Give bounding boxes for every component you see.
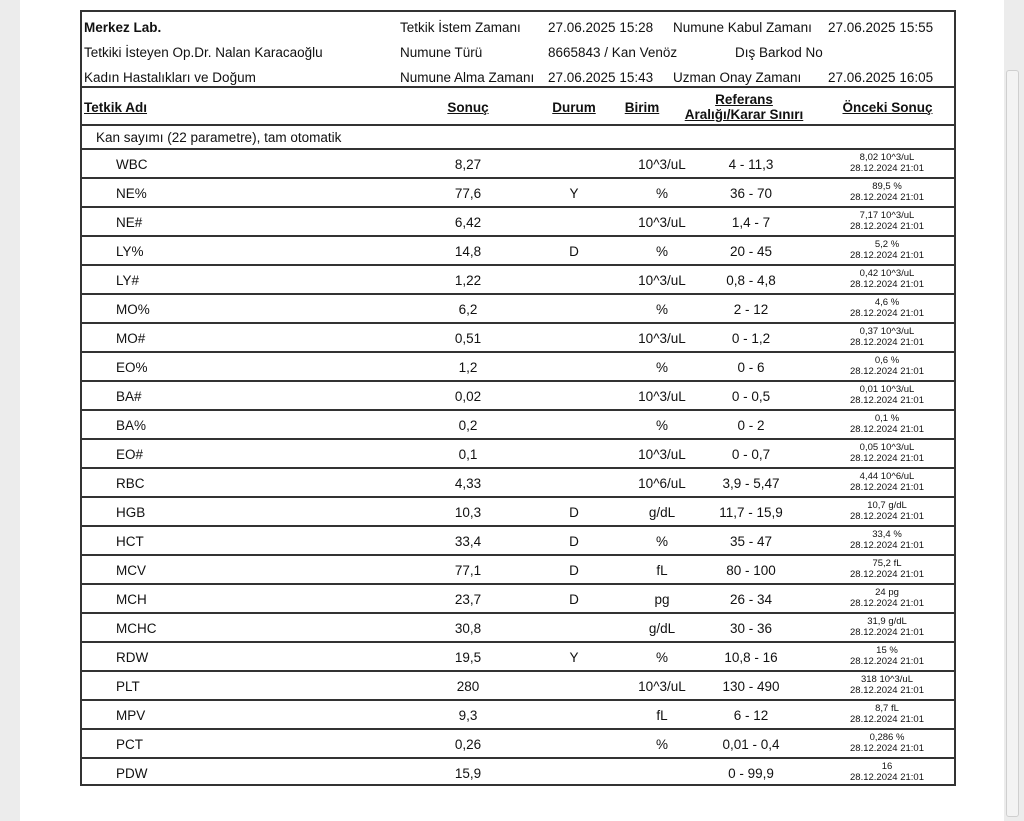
test-name: LY% (116, 244, 144, 259)
table-row (82, 759, 954, 788)
previous-result (812, 674, 962, 696)
test-name: WBC (116, 157, 148, 172)
previous-value: 5,2 % (874, 239, 900, 250)
previous-result (812, 645, 962, 667)
header-divider (82, 124, 954, 126)
reference-range: 2 - 12 (733, 302, 769, 317)
previous-value: 0,05 10^3/uL (859, 442, 915, 453)
reference-range: 80 - 100 (726, 563, 776, 578)
previous-date: 28.12.2024 21:01 (850, 772, 924, 783)
previous-date: 28.12.2024 21:01 (850, 598, 924, 609)
test-name: EO# (116, 447, 144, 462)
result-value: 0,26 (454, 737, 482, 752)
table-row (82, 353, 954, 382)
result-value: 19,5 (454, 650, 482, 665)
previous-date: 28.12.2024 21:01 (850, 714, 924, 725)
test-name: HCT (116, 534, 144, 549)
status-flag: D (569, 534, 579, 549)
result-value: 30,8 (454, 621, 482, 636)
test-name: LY# (116, 273, 140, 288)
status-flag: D (569, 592, 579, 607)
table-row (82, 237, 954, 266)
previous-value: 8,02 10^3/uL (859, 152, 915, 163)
previous-result (812, 761, 962, 783)
unit: g/dL (648, 621, 676, 636)
status-flag: D (569, 563, 579, 578)
previous-value: 24 pg (875, 587, 899, 598)
status-flag: D (569, 244, 579, 259)
test-name: MO% (116, 302, 150, 317)
previous-result (812, 181, 962, 203)
previous-value: 0,1 % (874, 413, 900, 424)
previous-value: 318 10^3/uL (860, 674, 913, 685)
table-row (82, 585, 954, 614)
accept-time: 27.06.2025 15:55 (828, 20, 934, 35)
unit: fL (656, 708, 668, 723)
report-header (80, 10, 956, 88)
previous-date: 28.12.2024 21:01 (850, 627, 924, 638)
test-name: MO# (116, 331, 146, 346)
reference-range: 130 - 490 (722, 679, 780, 694)
previous-result (812, 210, 962, 232)
result-value: 77,6 (454, 186, 482, 201)
col-header-name: Tetkik Adı (84, 100, 148, 115)
reference-range: 10,8 - 16 (724, 650, 778, 665)
previous-result (812, 239, 962, 261)
request-time-label: Tetkik İstem Zamanı (400, 20, 521, 35)
result-value: 33,4 (454, 534, 482, 549)
previous-value: 0,42 10^3/uL (859, 268, 915, 279)
table-row (82, 643, 954, 672)
previous-value: 8,7 fL (875, 703, 899, 714)
unit: 10^3/uL (638, 215, 686, 230)
table-row (82, 527, 954, 556)
previous-result (812, 558, 962, 580)
test-name: RDW (116, 650, 149, 665)
reference-range: 36 - 70 (729, 186, 773, 201)
previous-value: 0,6 % (874, 355, 900, 366)
status-flag: D (569, 505, 579, 520)
reference-range: 0 - 1,2 (731, 331, 771, 346)
test-name: EO% (116, 360, 148, 375)
col-header-result: Sonuç (447, 100, 489, 115)
result-value: 0,02 (454, 389, 482, 404)
result-value: 0,51 (454, 331, 482, 346)
test-name: PDW (116, 766, 148, 781)
result-value: 8,27 (454, 157, 482, 172)
unit: 10^3/uL (638, 273, 686, 288)
unit: % (655, 244, 668, 259)
unit: 10^3/uL (638, 447, 686, 462)
unit: g/dL (648, 505, 676, 520)
result-value: 280 (456, 679, 480, 694)
table-row (82, 672, 954, 701)
lab-name: Merkez Lab. (84, 20, 162, 35)
department: Kadın Hastalıkları ve Doğum (84, 70, 256, 85)
table-row (82, 614, 954, 643)
previous-date: 28.12.2024 21:01 (850, 453, 924, 464)
table-row (82, 498, 954, 527)
test-name: MCH (116, 592, 147, 607)
previous-result (812, 413, 962, 435)
previous-result (812, 152, 962, 174)
previous-result (812, 732, 962, 754)
unit: % (655, 302, 668, 317)
reference-range: 3,9 - 5,47 (722, 476, 780, 491)
previous-result (812, 587, 962, 609)
col-header-reference (674, 92, 814, 122)
table-row (82, 382, 954, 411)
previous-value: 16 (881, 761, 893, 772)
reference-range: 0,01 - 0,4 (722, 737, 780, 752)
previous-date: 28.12.2024 21:01 (850, 569, 924, 580)
unit: 10^3/uL (638, 679, 686, 694)
result-value: 15,9 (454, 766, 482, 781)
previous-date: 28.12.2024 21:01 (850, 308, 924, 319)
previous-date: 28.12.2024 21:01 (850, 366, 924, 377)
table-row (82, 469, 954, 498)
previous-result (812, 384, 962, 406)
previous-date: 28.12.2024 21:01 (850, 482, 924, 493)
barcode-label: Dış Barkod No (735, 45, 823, 60)
previous-date: 28.12.2024 21:01 (850, 511, 924, 522)
result-value: 23,7 (454, 592, 482, 607)
reference-range: 0 - 6 (737, 360, 765, 375)
col-header-reference-line2: Aralığı/Karar Sınırı (684, 107, 804, 122)
previous-value: 4,6 % (874, 297, 900, 308)
approval-time-label: Uzman Onay Zamanı (673, 70, 802, 85)
reference-range: 11,7 - 15,9 (719, 505, 783, 520)
previous-value: 31,9 g/dL (867, 616, 907, 627)
result-value: 1,2 (458, 360, 478, 375)
previous-result (812, 616, 962, 638)
requesting-doctor: Tetkiki İsteyen Op.Dr. Nalan Karacaoğlu (84, 45, 323, 60)
previous-date: 28.12.2024 21:01 (850, 250, 924, 261)
previous-value: 0,01 10^3/uL (859, 384, 915, 395)
table-row (82, 324, 954, 353)
reference-range: 6 - 12 (733, 708, 769, 723)
test-name: RBC (116, 476, 145, 491)
unit: % (655, 360, 668, 375)
result-value: 9,3 (458, 708, 478, 723)
unit: % (655, 650, 668, 665)
test-name: HGB (116, 505, 146, 520)
previous-result (812, 442, 962, 464)
reference-range: 0 - 0,5 (731, 389, 771, 404)
previous-date: 28.12.2024 21:01 (850, 424, 924, 435)
col-header-reference-line1: Referans (715, 92, 773, 107)
unit: 10^6/uL (638, 476, 686, 491)
previous-result (812, 529, 962, 551)
reference-range: 4 - 11,3 (728, 157, 774, 172)
group-title: Kan sayımı (22 parametre), tam otomatik (96, 130, 342, 145)
previous-result (812, 268, 962, 290)
sample-type: 8665843 / Kan Venöz (548, 45, 678, 60)
previous-result (812, 703, 962, 725)
previous-result (812, 500, 962, 522)
previous-value: 4,44 10^6/uL (859, 471, 915, 482)
table-row (82, 411, 954, 440)
table-row (82, 266, 954, 295)
previous-result (812, 355, 962, 377)
collection-time-label: Numune Alma Zamanı (400, 70, 535, 85)
previous-date: 28.12.2024 21:01 (850, 743, 924, 754)
scrollbar[interactable] (1006, 70, 1019, 817)
table-row (82, 701, 954, 730)
approval-time: 27.06.2025 16:05 (828, 70, 934, 85)
result-value: 14,8 (454, 244, 482, 259)
test-name: BA# (116, 389, 142, 404)
test-name: MPV (116, 708, 146, 723)
unit: % (655, 186, 668, 201)
unit: % (655, 418, 668, 433)
test-name: BA% (116, 418, 147, 433)
unit: % (655, 737, 668, 752)
previous-result (812, 471, 962, 493)
previous-date: 28.12.2024 21:01 (850, 279, 924, 290)
previous-value: 7,17 10^3/uL (859, 210, 915, 221)
unit: 10^3/uL (638, 157, 686, 172)
previous-date: 28.12.2024 21:01 (850, 540, 924, 551)
previous-result (812, 297, 962, 319)
reference-range: 0 - 2 (737, 418, 765, 433)
unit: pg (654, 592, 670, 607)
results-table (80, 88, 956, 786)
previous-date: 28.12.2024 21:01 (850, 163, 924, 174)
previous-value: 0,286 % (869, 732, 905, 743)
table-row (82, 295, 954, 324)
col-header-unit: Birim (624, 100, 660, 115)
result-value: 6,2 (458, 302, 478, 317)
request-time: 27.06.2025 15:28 (548, 20, 654, 35)
collection-time: 27.06.2025 15:43 (548, 70, 654, 85)
reference-range: 35 - 47 (729, 534, 773, 549)
unit: % (655, 534, 668, 549)
previous-date: 28.12.2024 21:01 (850, 656, 924, 667)
table-row (82, 150, 954, 179)
previous-value: 0,37 10^3/uL (859, 326, 915, 337)
result-value: 1,22 (454, 273, 482, 288)
test-name: MCHC (116, 621, 157, 636)
previous-value: 75,2 fL (872, 558, 902, 569)
reference-range: 0 - 0,7 (731, 447, 771, 462)
reference-range: 30 - 36 (729, 621, 773, 636)
accept-time-label: Numune Kabul Zamanı (673, 20, 812, 35)
reference-range: 0,8 - 4,8 (726, 273, 776, 288)
reference-range: 20 - 45 (729, 244, 773, 259)
previous-result (812, 326, 962, 348)
previous-value: 15 % (876, 645, 898, 656)
previous-date: 28.12.2024 21:01 (850, 192, 924, 203)
unit: 10^3/uL (638, 389, 686, 404)
test-name: PCT (116, 737, 143, 752)
result-value: 4,33 (454, 476, 482, 491)
previous-date: 28.12.2024 21:01 (850, 395, 924, 406)
reference-range: 1,4 - 7 (731, 215, 771, 230)
result-value: 77,1 (454, 563, 482, 578)
previous-date: 28.12.2024 21:01 (850, 221, 924, 232)
table-row (82, 730, 954, 759)
status-flag: Y (569, 186, 579, 201)
status-flag: Y (569, 650, 579, 665)
test-name: NE# (116, 215, 143, 230)
result-value: 6,42 (454, 215, 482, 230)
col-header-previous: Önceki Sonuç (842, 100, 933, 115)
table-row (82, 179, 954, 208)
result-value: 10,3 (454, 505, 482, 520)
previous-value: 33,4 % (872, 529, 902, 540)
reference-range: 0 - 99,9 (728, 766, 774, 781)
sample-type-label: Numune Türü (400, 45, 483, 60)
reference-range: 26 - 34 (729, 592, 773, 607)
previous-date: 28.12.2024 21:01 (850, 337, 924, 348)
test-name: NE% (116, 186, 147, 201)
table-row (82, 440, 954, 469)
previous-value: 89,5 % (872, 181, 902, 192)
table-row (82, 208, 954, 237)
table-row (82, 556, 954, 585)
previous-date: 28.12.2024 21:01 (850, 685, 924, 696)
test-name: PLT (116, 679, 140, 694)
unit: 10^3/uL (638, 331, 686, 346)
result-value: 0,1 (458, 447, 478, 462)
col-header-status: Durum (552, 100, 596, 115)
result-value: 0,2 (458, 418, 478, 433)
unit: fL (656, 563, 668, 578)
test-name: MCV (116, 563, 146, 578)
previous-value: 10,7 g/dL (867, 500, 907, 511)
